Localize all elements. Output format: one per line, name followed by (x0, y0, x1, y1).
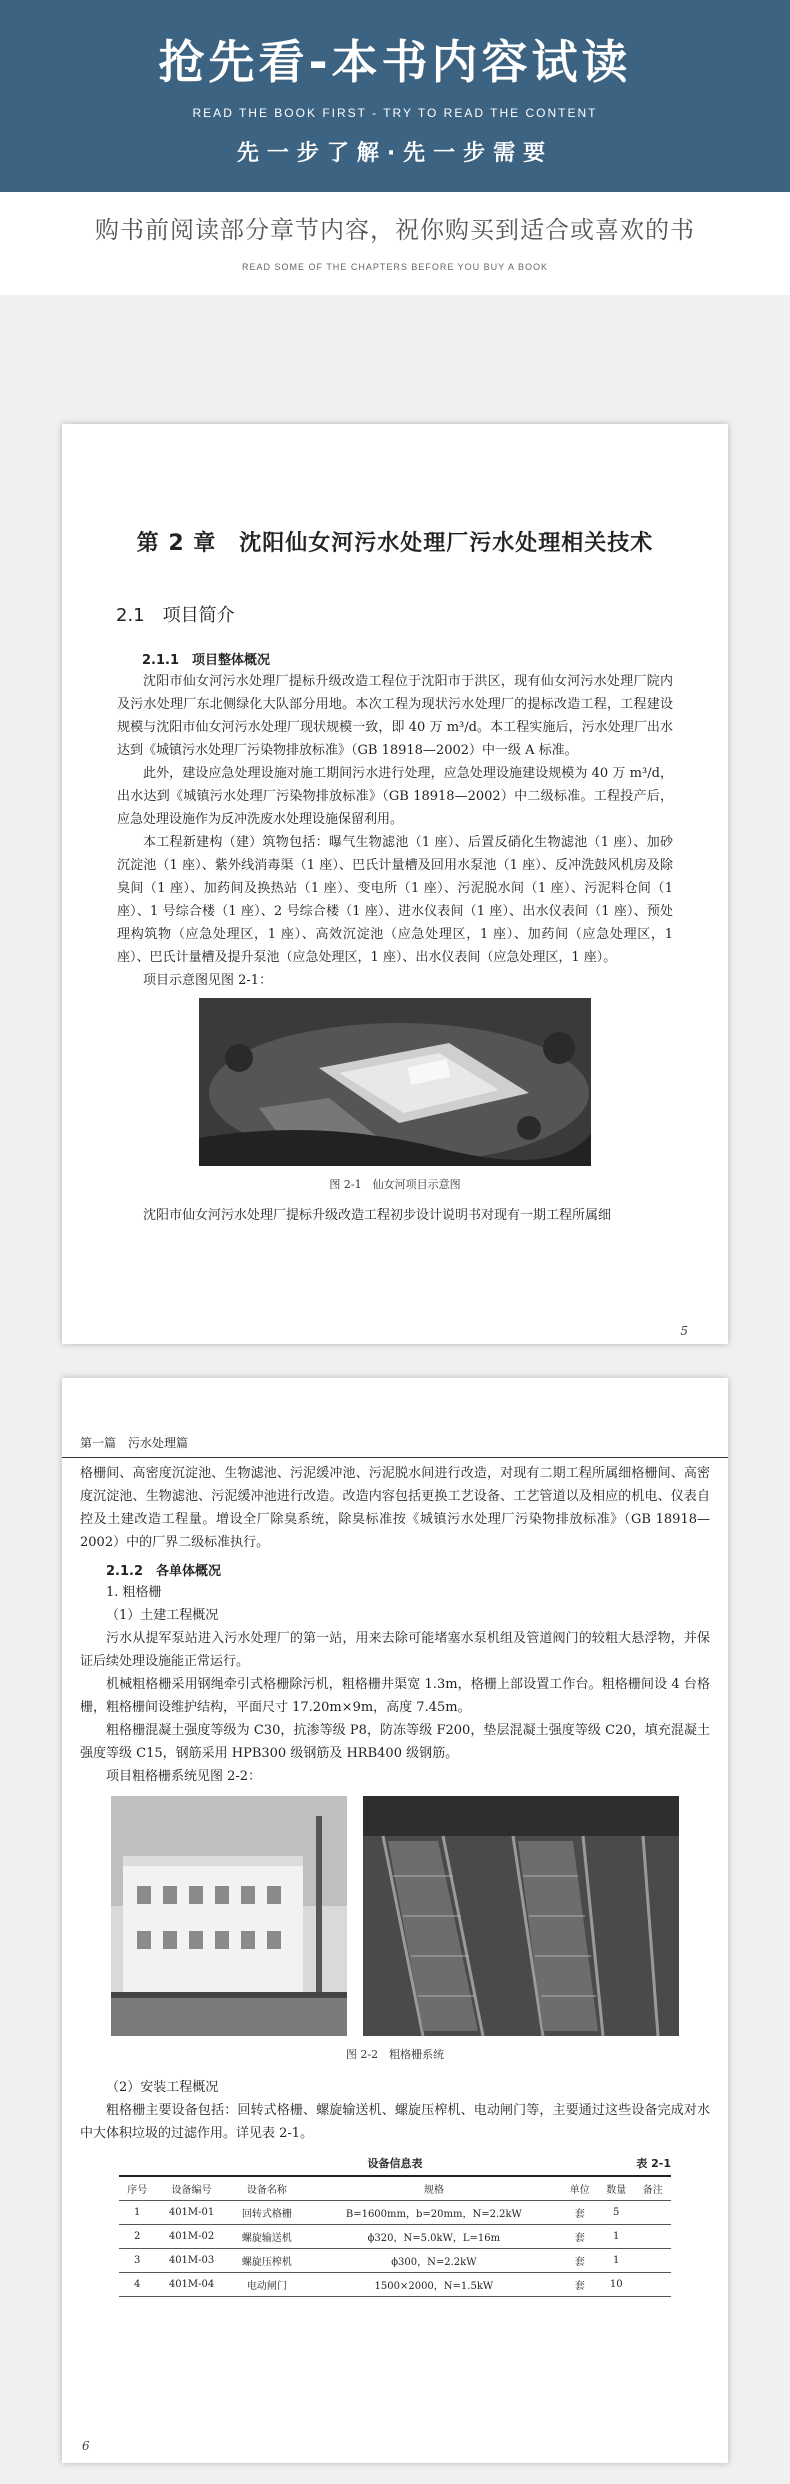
table-header-cell: 数量 (598, 2176, 634, 2201)
paragraph: 沈阳市仙女河污水处理厂提标升级改造工程位于沈阳市于洪区，现有仙女河污水处理厂院内及污水处理厂东北侧绿化大队部分用地。本次工程为现状污水处理厂的提标改造工程，工程建设规模与沈阳市仙女河污水处理厂现状规模一致，即 40 万 m³/d。本工程实施后，污水处理厂出水达到《城镇污水处理厂污染物排放标准》（GB 18918—2002）中一级 A 标准。 (117, 674, 673, 758)
table-cell: 401M-02 (155, 2225, 227, 2249)
banner-slogan: 先一步了解·先一步需要 (236, 141, 554, 166)
table-cell: 螺旋输送机 (228, 2225, 307, 2249)
running-head: 第一篇 污水处理篇 (62, 1378, 728, 1458)
table-cell: 401M-01 (155, 2201, 227, 2225)
paragraph: 粗格栅混凝土强度等级为 C30，抗渗等级 P8，防冻等级 F200，垫层混凝土强度等级 C20，填充混凝土强度等级 C15，钢筋采用 HPB300 级钢筋及 HRB400 级钢筋。 (80, 1723, 710, 1761)
table-cell: ϕ300，N=2.2kW (306, 2249, 561, 2273)
table-header-cell: 规格 (306, 2176, 561, 2201)
table-cell: 1500×2000，N=1.5kW (306, 2273, 561, 2297)
intro-text: 购书前阅读部分章节内容，祝你购买到适合或喜欢的书 (95, 216, 695, 244)
table-title: 设备信息表 (367, 2157, 423, 2170)
top-banner (0, 0, 790, 192)
paragraph: 项目示意图见图 2-1： (143, 973, 273, 988)
building-photo (111, 1796, 347, 2036)
figure-caption: 图 2-2 粗格栅系统 (345, 2048, 445, 2061)
table-cell (634, 2273, 671, 2297)
table-row (119, 2201, 671, 2225)
banner-subtitle-en: READ THE BOOK FIRST - TRY TO READ THE CONTENT (192, 106, 598, 120)
table-cell: 4 (119, 2273, 155, 2297)
page-number: 6 (82, 2439, 90, 2453)
paragraph: 沈阳市仙女河污水处理厂提标升级改造工程初步设计说明书对现有一期工程所属细 (143, 1208, 612, 1223)
table-cell: 5 (598, 2201, 634, 2225)
table-cell: 螺旋压榨机 (228, 2249, 307, 2273)
table-cell (634, 2249, 671, 2273)
table-cell: 1 (598, 2249, 634, 2273)
banner-title: 抢先看-本书内容试读 (158, 35, 632, 89)
table-cell: 套 (562, 2201, 598, 2225)
table-number: 表 2-1 (636, 2157, 671, 2170)
section-heading: 2.1 项目简介 (116, 605, 235, 626)
table-cell (634, 2201, 671, 2225)
intro-text-en: READ SOME OF THE CHAPTERS BEFORE YOU BUY A BOOK (241, 262, 549, 272)
table-row (119, 2225, 671, 2249)
list-item-heading: 1. 粗格栅 (106, 1585, 162, 1600)
project-aerial-figure (199, 998, 591, 1166)
subsection-heading: 2.1.2 各单体概况 (106, 1564, 222, 1579)
intro-section (0, 210, 790, 272)
table-cell: 2 (119, 2225, 155, 2249)
table-cell: 1 (598, 2225, 634, 2249)
table-header-cell: 设备编号 (155, 2176, 227, 2201)
table-cell: 套 (562, 2225, 598, 2249)
list-subitem-heading: （1）土建工程概况 (106, 1608, 219, 1623)
table-cell: 401M-04 (155, 2273, 227, 2297)
list-subitem-heading: （2）安装工程概况 (106, 2080, 219, 2095)
aerial-render-image (199, 998, 591, 1166)
table-cell: 回转式格栅 (228, 2201, 307, 2225)
paragraph: 此外，建设应急处理设施对施工期间污水进行处理，应急处理设施建设规模为 40 万 m³/d，出水达到《城镇污水处理厂污染物排放标准》（GB 18918—2002）中二级标准。工程投产后，应急处理设施作为反冲洗废水处理设施保留利用。 (117, 766, 673, 827)
table-cell: B=1600mm，b=20mm，N=2.2kW (306, 2201, 561, 2225)
table-cell: 套 (562, 2273, 598, 2297)
paragraph: 项目粗格栅系统见图 2-2： (106, 1769, 262, 1784)
subsection-heading: 2.1.1 项目整体概况 (142, 653, 271, 668)
table-caption (119, 2155, 671, 2171)
table-cell: 电动闸门 (228, 2273, 307, 2297)
table-row (119, 2273, 671, 2297)
table-row (119, 2249, 671, 2273)
paragraph: 本工程新建构（建）筑物包括：曝气生物滤池（1 座）、后置反硝化生物滤池（1 座）、加砂沉淀池（1 座）、紫外线消毒渠（1 座）、巴氏计量槽及回用水泵池（1 座）、反冲洗鼓风机房及除臭间（1 座）、加药间及换热站（1 座）、变电所（1 座）、污泥脱水间（1 座）、污泥料仓间（1 座）、1 号综合楼（1 座）、2 号综合楼（1 座）、进水仪表间（1 座）、出水仪表间（1 座）、预处理构筑物（应急处理区，1 座）、高效沉淀池（应急处理区，1 座）、加药间（应急处理区，1 座）、巴氏计量槽及提升泵池（应急处理区，1 座）、出水仪表间（应急处理区，1 座）。 (117, 835, 673, 965)
equipment-table (119, 2175, 671, 2297)
chapter-title: 第 2 章 沈阳仙女河污水处理厂污水处理相关技术 (136, 531, 654, 556)
book-page-5 (62, 424, 728, 1344)
table-header-cell: 设备名称 (228, 2176, 307, 2201)
table-cell: 10 (598, 2273, 634, 2297)
coarse-screen-photo (363, 1796, 679, 2036)
table-header-cell: 单位 (562, 2176, 598, 2201)
page-number: 5 (680, 1324, 688, 1338)
table-cell: 3 (119, 2249, 155, 2273)
table-header-row (119, 2176, 671, 2201)
table-cell: 套 (562, 2249, 598, 2273)
figure-row (111, 1796, 679, 2036)
figure-caption: 图 2-1 仙女河项目示意图 (329, 1178, 461, 1191)
table-cell (634, 2225, 671, 2249)
paragraph: 机械粗格栅采用钢绳牵引式格栅除污机，粗格栅井渠宽 1.3m，格栅上部设置工作台。粗格栅间设 4 台格栅，粗格栅间设维护结构，平面尺寸 17.20m×9m，高度 7.45m。 (80, 1677, 710, 1715)
table-cell: 401M-03 (155, 2249, 227, 2273)
book-page-6 (62, 1378, 728, 2463)
paragraph: 粗格栅主要设备包括：回转式格栅、螺旋输送机、螺旋压榨机、电动闸门等，主要通过这些设备完成对水中大体积垃圾的过滤作用。详见表 2-1。 (80, 2103, 710, 2141)
table-header-cell: 备注 (634, 2176, 671, 2201)
table-cell: ϕ320，N=5.0kW，L=16m (306, 2225, 561, 2249)
table-header-cell: 序号 (119, 2176, 155, 2201)
paragraph: 污水从提军泵站进入污水处理厂的第一站，用来去除可能堵塞水泵机组及管道阀门的较粗大悬浮物，并保证后续处理设施能正常运行。 (80, 1631, 710, 1669)
table-cell: 1 (119, 2201, 155, 2225)
paragraph: 格栅间、高密度沉淀池、生物滤池、污泥缓冲池、污泥脱水间进行改造，对现有二期工程所属细格栅间、高密度沉淀池、生物滤池、污泥缓冲池进行改造。改造内容包括更换工艺设备、工艺管道以及相应的机电、仪表自控及土建改造工程量。增设全厂除臭系统，除臭标准按《城镇污水处理厂污染物排放标准》（GB 18918—2002）中的厂界二级标准执行。 (80, 1466, 710, 1550)
